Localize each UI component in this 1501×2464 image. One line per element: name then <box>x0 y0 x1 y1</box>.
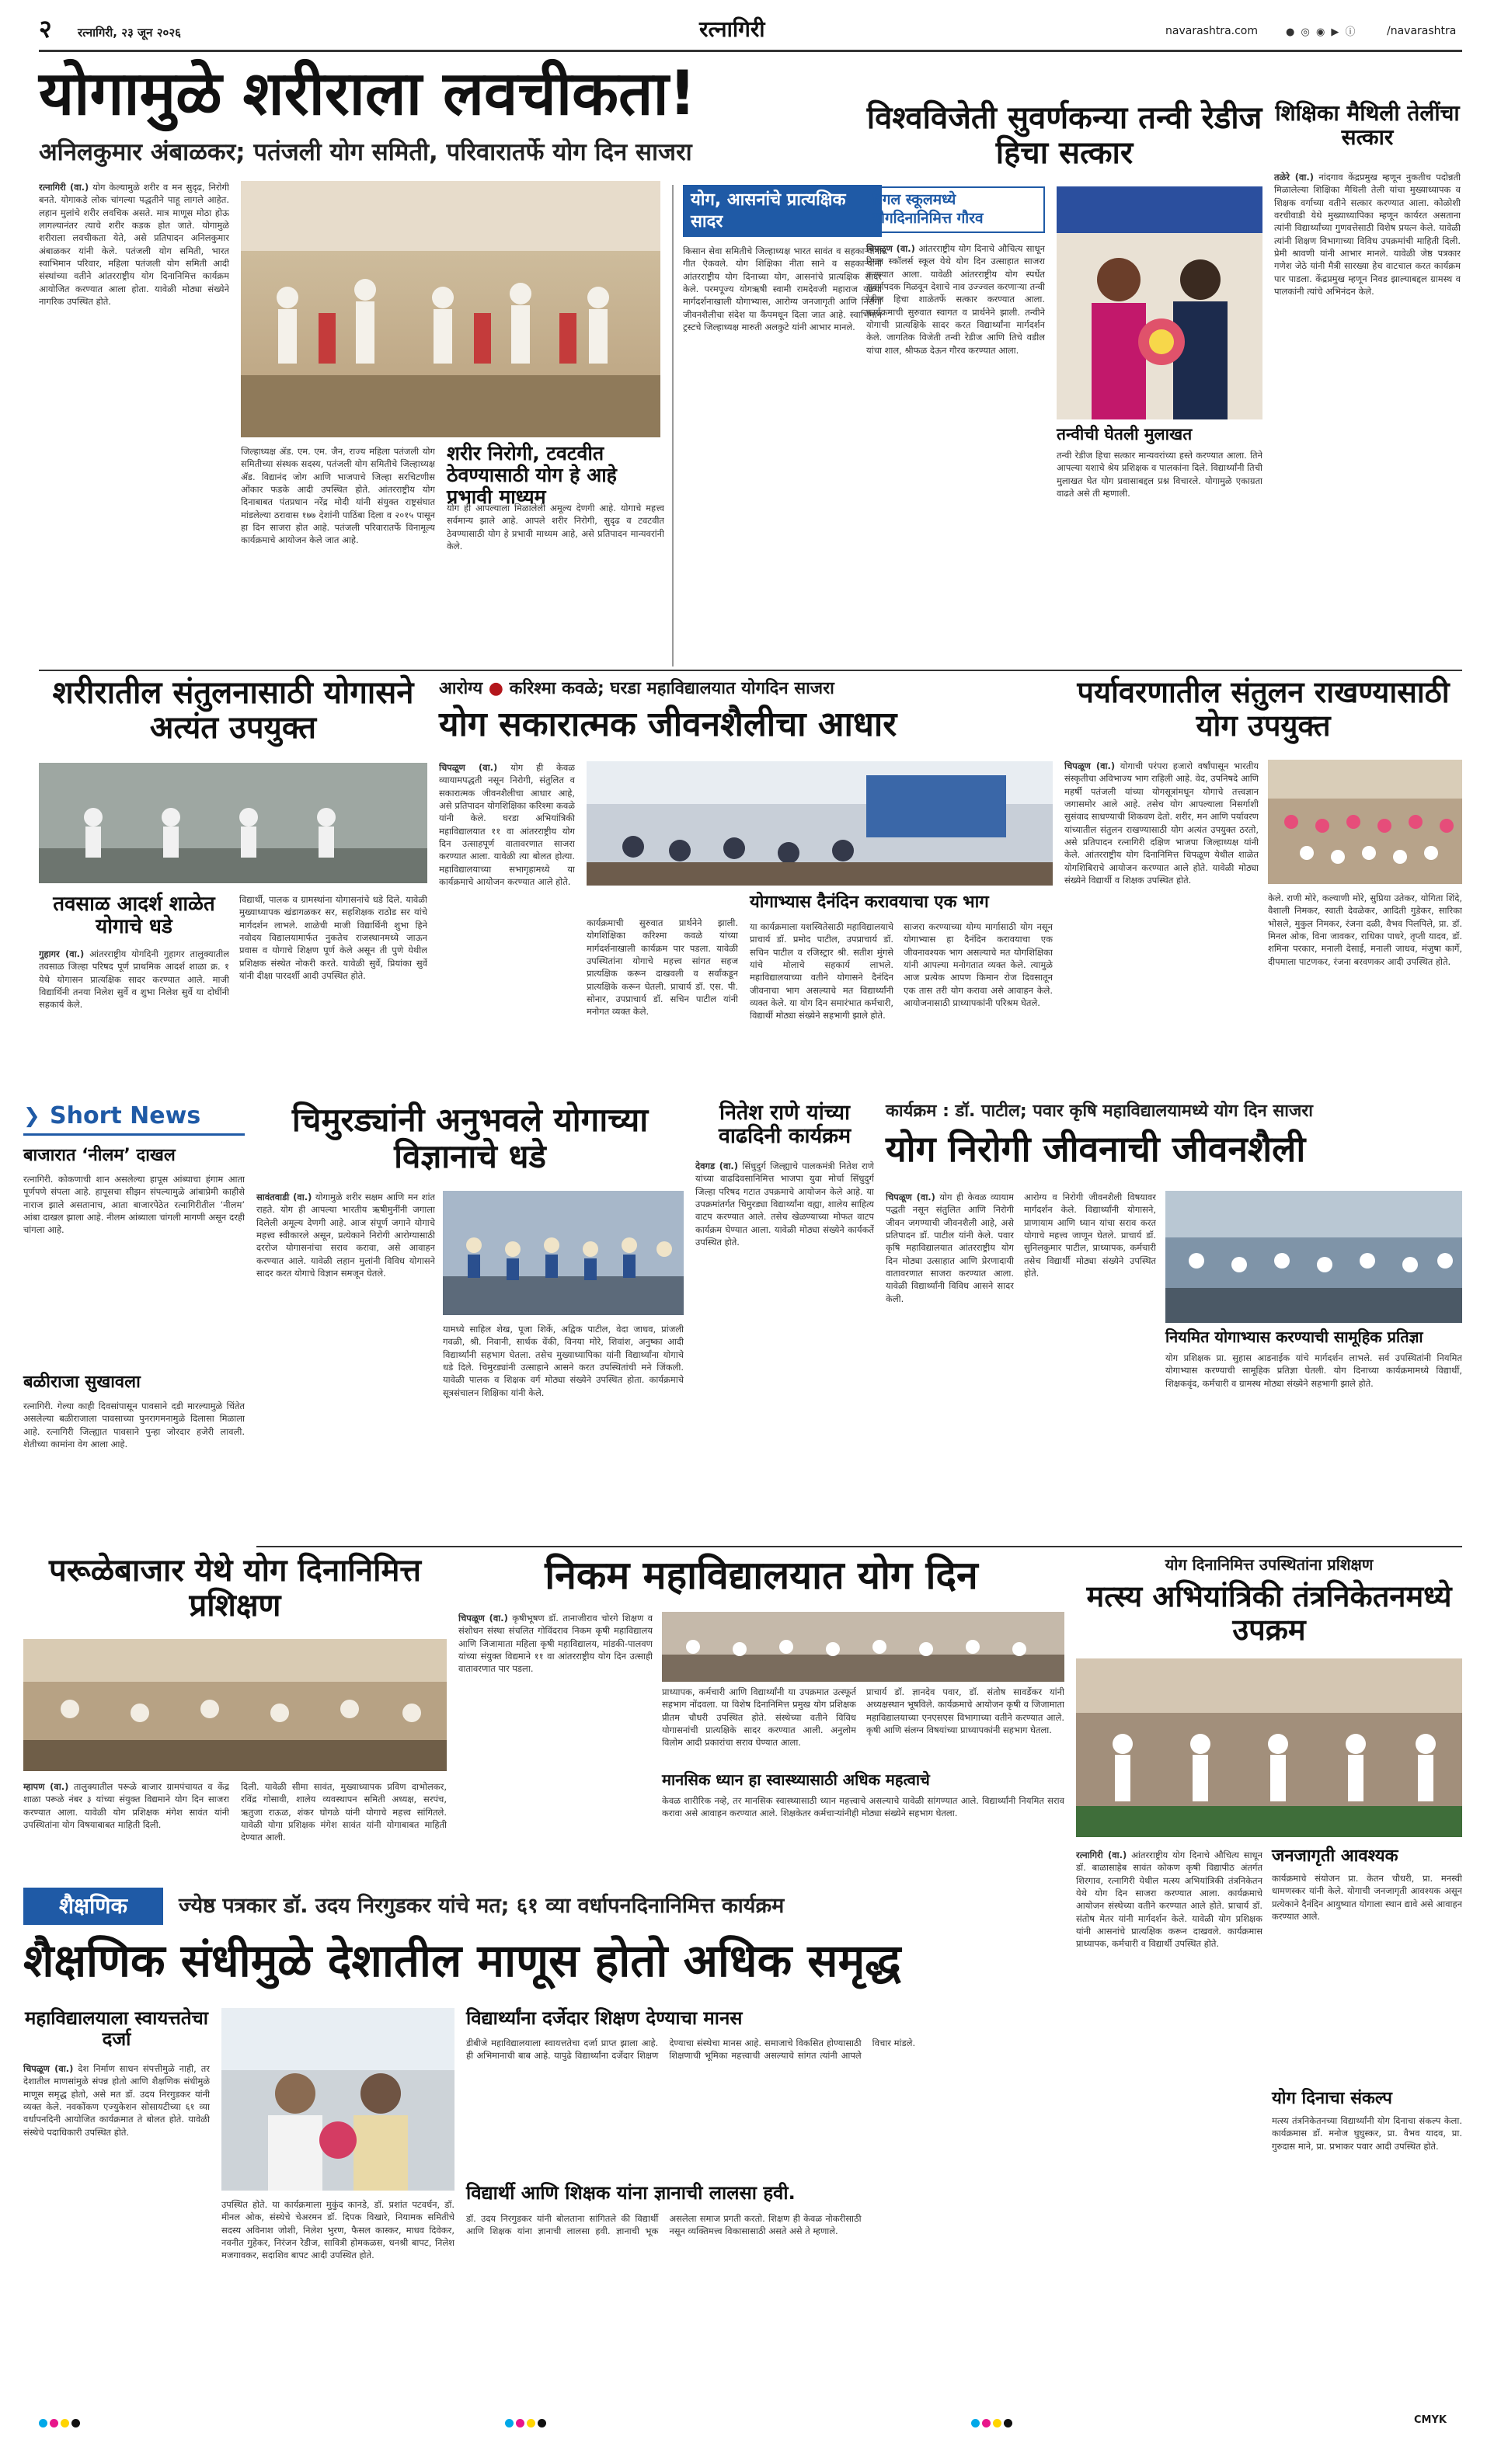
matsya-kicker: योग दिनानिमित्त उपस्थितांना प्रशिक्षण <box>1165 1555 1374 1574</box>
tanvi-story <box>866 101 1262 668</box>
shaikshanik-box-head: विद्यार्थ्यांना दर्जेदार शिक्षण देण्याचा मानस <box>466 2007 743 2029</box>
lead-photo <box>241 181 660 437</box>
matsya-side-body2: मत्स्य तंत्रनिकेतनच्या विद्यार्थ्यांनी योग दिनाचा संकल्प केला. कार्यक्रमास डॉ. मनोज घुघुस्कर, प्रा. वैभव यादव, प्रा. गुरुदास माने, प्रा. प्रभाकर पवार आदी उपस्थित होते. <box>1272 2115 1462 2152</box>
env-headline: पर्यावरणातील संतुलन राखण्यासाठी योग उपयुक्त <box>1077 675 1450 743</box>
balance-story <box>39 676 427 1095</box>
tanvi-photo-body: तन्वी रेडीज हिचा सत्कार मान्यवरांच्या हस्ते करण्यात आला. तिने आपल्या यशाचे श्रेय प्रशिक्षक व पालकांना दिले. विद्यार्थ्यांनी तिची मुलाखत घेत योग प्रवासाबद्दल प्रश्न विचारले. योगामुळे एकाग्रता वाढते असे ती म्हणाली. <box>1057 450 1262 499</box>
nikam-dateline: चिपळूण (वा.) <box>458 1613 508 1624</box>
aarogya-photo <box>587 761 1053 886</box>
aarogya-kicker <box>439 676 834 699</box>
env-text: योगाची परंपरा हजारो वर्षांपासून भारतीय संस्कृतीचा अविभाज्य भाग राहिली आहे. वेद, उपनिषदे आणि महर्षी पतंजली यांच्या योगसूत्रांमधून योगाचे तत्त्वज्ञान जगासमोर आले आहे. तसेच योग आपल्याला निसर्गाशी सुसंवाद साधण्याची शिकवण देतो. शरीर, मन आणि पर्यावरण यांच्यातील संतुलन राखण्यासाठी योग अत्यंत उपयुक्त ठरतो, असे प्रतिपादन रत्नागिरी दक्षिण भाजपा जिल्हाध्यक्ष यांनी केले. आंतरराष्ट्रीय योग दिनानिमित्त चिपळूण येथील शाळेत योगशिबिराचे आयोजन करण्यात आले होते. यावेळी मोठ्या संख्येने विद्यार्थी व शिक्षक उपस्थित होते. <box>1064 760 1259 886</box>
patil-story <box>886 1101 1462 1537</box>
parule-col2: दिली. यावेळी सीमा सावंत, मुख्याध्यापक प्रविण दाभोलकर, रविंद्र गोसावी, शालेय व्यवस्थापन समिती अध्यक्ष, सरपंच, ऋतुजा राऊळ, शंकर घोगळे यांनी योगाचे महत्त्व सांगितले. यावेळी योगा प्रशिक्षक मंगेश सावंत यांनी योगाबाबत माहिती देण्यात आली. <box>241 1781 447 1843</box>
social-handle[interactable]: /navarashtra <box>1387 25 1457 37</box>
lead-dateline: रत्नागिरी (वा.) <box>39 182 89 193</box>
nikam-text: कृषीभूषण डॉ. तानाजीराव चोरगे शिक्षण व संशोधन संस्था संचलित गोविंदराव निकम कृषी महाविद्यालय आणि जिजामाता महिला कृषी महाविद्यालय, मांडकी-पालवण यांच्या संयुक्त विद्यमाने ११ वा आंतरराष्ट्रीय योग दिन उत्साही वातावरणात पार पडला. <box>458 1613 653 1675</box>
matsya-headline: मत्स्य अभियांत्रिकी तंत्रनिकेतनमध्ये उपक्रम <box>1086 1579 1452 1647</box>
tanvi-felicitation-photo <box>1057 186 1262 419</box>
env-photo <box>1268 760 1462 884</box>
aarogya-headline: योग सकारात्मक जीवनशैलीचा आधार <box>439 705 897 744</box>
maithili-headline: शिक्षिका मैथिली तेलींचा सत्कार <box>1275 100 1460 151</box>
shaikshanik-col2: उपस्थित होते. या कार्यक्रमाला मुकुंद कानडे, डॉ. प्रशांत पटवर्धन, डॉ. मीनल ओक, संस्थेचे चेअरमन डॉ. दिपक विखारे, नियामक समितीचे सदस्य अविनाश जोशी, निलेश भुरण, फैसल कास्कर, माधव दिवेकर, नवनीत गुहेकर, निरंजन रेडीज, सावित्री होमकळस, धनश्री बापट, निलेश मजगावकर, सदाशिव बापट आदी उपस्थित होते. <box>221 2199 454 2261</box>
aarogya-box-head: योगाभ्यास दैनंदिन करावयाचा एक भाग <box>750 893 989 912</box>
short-news-header <box>23 1101 245 1136</box>
shaikshanik-photo <box>221 2008 454 2191</box>
patil-photo-head: नियमित योगाभ्यास करण्याची सामूहिक प्रतिज्ञा <box>1165 1328 1423 1346</box>
lead-text: योग केल्यामुळे शरीर व मन सुदृढ, निरोगी बनते. योगाकडे लोक चांगल्या पद्धतीने पाहू लागले आहेत. लहान मुलांचे शरीर लवचिक असते. मात्र माणूस मोठा होऊ लागल्यानंतर त्याचे शरीर कडक होत जाते. योगामुळे शरीराला लवचीकता येते, असे प्रतिपादन अनिलकुमार अंबाळकर यांनी केले. पतंजली योग समिती, भारत स्वाभिमान परिवार, महिला पतंजली योग समिती आदी संस्थांच्या वतीने आंतरराष्ट्रीय योग दिनानिमित्त कार्यक्रम आयोजित करण्यात आला होता. यावेळी मोठ्या संख्येने नागरिक उपस्थित होते. <box>39 182 229 307</box>
patil-body <box>886 1191 1014 1517</box>
shaikshanik-box-body: डीबीजे महाविद्यालयाला स्वायत्ततेचा दर्जा प्राप्त झाला आहे. ही अभिमानाची बाब आहे. यापुढे विद्यार्थ्यांना दर्जेदार शिक्षण देण्याचा संस्थेचा मानस आहे. समाजाचे विकसित होण्यासाठी शिक्षणाची भूमिका महत्त्वाची असल्याचे सांगत त्यांनी आपले विचार मांडले. <box>466 2038 916 2062</box>
college-yoga-photo <box>1165 1191 1462 1323</box>
maithili-dateline: तळेरे (वा.) <box>1274 172 1314 183</box>
balance-body <box>39 948 229 1091</box>
patil-dateline: चिपळूण (वा.) <box>886 1192 935 1202</box>
nikam-box-head: मानसिक ध्यान हा स्वास्थ्यासाठी अधिक महत्वाचे <box>662 1770 930 1789</box>
section-divider <box>256 1546 1462 1547</box>
env-body <box>1064 760 1259 1090</box>
tanvi-headline: विश्वविजेती सुवर्णकन्या तन्वी रेडीज हिचा सत्कार <box>866 100 1262 171</box>
lead-col2: जिल्हाध्यक्ष ॲड. एम. एम. जैन, राज्य महिला पतंजली योग समितीच्या संस्थक सदस्य, पतंजली योग समितीचे जिल्हाध्यक्ष ॲड. विद्यानंद जोग आणि भाजपाचे जिल्हा सरचिटणीस ओंकार फडके आदी उपस्थित होते. आंतरराष्ट्रीय योग दिनाबाबत पंतप्रधान नरेंद्र मोदी यांनी संयुक्त राष्ट्रसंघात मांडलेल्या ठरावास १७७ देशांनी पाठिंबा दिला व २०१५ पासून हा दिन साजरा होत आहे. पतंजली परिवारातर्फे विनामूल्य कार्यक्रमाचे आयोजन केले जात आहे. <box>241 446 435 546</box>
matsya-side-head: जनजागृती आवश्यक <box>1272 1846 1398 1866</box>
hall-yoga-photo <box>662 1612 1064 1682</box>
short-news-item-body: रत्नागिरी. गेल्या काही दिवसांपासून पावसाने दडी मारल्यामुळे चिंतेत असलेल्या बळीराजाला पावसाच्या पुनरागमनामुळे दिलासा मिळाला आहे. रत्नागिरी जिल्ह्यात पावसाने पुन्हा जोरदार हजेरी लावली. शेतीच्या कामांना वेग आला आहे. <box>23 1401 245 1450</box>
aarogya-box-body: या कार्यक्रमाला यशस्वितेसाठी महाविद्यालयाचे प्राचार्य डॉ. प्रमोद पाटील, उपप्राचार्य डॉ. सचिन पाटील व रजिस्ट्रार श्री. सतीश मुंगसे यांचे मोलाचे सहकार्य लाभले. महाविद्यालयाच्या वतीने योगासने दैनंदिन जीवनाचा भाग असल्याचे मत विद्यार्थ्यांनी व्यक्त केले. या योग दिन समारंभात कर्मचारी, विद्यार्थी मोठ्या संख्येने सहभागी झाले होते. <box>750 921 893 1021</box>
balance-text: आंतरराष्ट्रीय योगदिनी गुहागर तालुक्यातील तवसाळ जिल्हा परिषद पूर्ण प्राथमिक आदर्श शाळा क्र. १ येथे योगासन प्रात्यक्षिक सादर करण्यात आले. माजी विद्यार्थिनी तनया निलेश सुर्वे व शुभा निलेश सुर्वे या दोघींनी सहकार्य केले. <box>39 948 229 1011</box>
aarogya-kicker-text: करिश्मा कवळे; घरडा महाविद्यालयात योगदिन साजरा <box>509 679 834 698</box>
shaikshanik-body <box>23 2062 210 2377</box>
cmyk-dots <box>505 2416 549 2431</box>
aarogya-col2: कार्यक्रमाची सुरुवात प्रार्थनेने झाली. योगशिक्षिका करिश्मा कवळे यांच्या मार्गदर्शनाखाली कार्यक्रम पार पडला. यावेळी उपस्थितांना योगाचे महत्त्व सांगत सहज प्रात्यक्षिक करून दाखवली व सर्वांकडून प्रात्यक्षिके करून घेतली. प्राचार्य डॉ. एस. पी. सोनार, उपप्राचार्य डॉ. सचिन पाटील यांनी मनोगत व्यक्त केले. <box>587 917 738 1018</box>
tanvi-photo-head: तन्वीची घेतली मुलाखत <box>1057 425 1193 444</box>
lead-story <box>39 61 886 682</box>
matsya-photo <box>1076 1658 1462 1837</box>
shaikshanik-headline: शैक्षणिक संधीमुळे देशातील माणूस होतो अधिक समृद्ध <box>23 1934 901 1987</box>
aarogya-body <box>439 761 575 1088</box>
nikam-headline: निकम महाविद्यालयात योग दिन <box>545 1553 978 1598</box>
cmyk-label: CMYK <box>1414 2414 1447 2426</box>
shaikshanik-box-body2: डॉ. उदय निरगुडकर यांनी बोलताना सांगितले की विद्यार्थी आणि शिक्षक यांना ज्ञानाची लालसा हवी. ज्ञानाची भूक असलेला समाज प्रगती करतो. शिक्षण ही केवळ नोकरीसाठी नसून व्यक्तिमत्त्व विकासासाठी असते असे ते म्हणाले. <box>466 2213 862 2237</box>
balance-col2: विद्यार्थी, पालक व ग्रामस्थांना योगासनांचे धडे दिले. यावेळी मुख्याध्यापक खंडागळकर सर, सहशिक्षक राठोड सर यांचे मार्गदर्शन लाभले. शाळेची माजी विद्यार्थिनी शुभा हिने नवोदय विद्यालयामार्फत नुकतेच राजस्थानमध्ये जाऊन प्रवास व योगाचे शिक्षण पूर्ण केले असून ती पुणे येथील प्रशिक्षक संस्थेत नोकरी करते. यावेळी सुर्वे, प्रियांका सुर्वे यांनी दीक्षा पारदर्शी आदी उपस्थित होते. <box>239 894 427 981</box>
shaikshanik-dateline: चिपळूण (वा.) <box>23 2063 74 2074</box>
env-dateline: चिपळूण (वा.) <box>1064 760 1116 771</box>
masthead <box>39 14 1462 53</box>
tanvi-text: आंतरराष्ट्रीय योग दिनाचे औचित्य साधून रिगल स्कॉलर्स स्कूल येथे योग दिन उत्साहात साजरा करण्यात आला. यावेळी आंतरराष्ट्रीय योग स्पर्धेत सुवर्णपदक मिळवून देशाचे नाव उज्ज्वल करणाऱ्या तन्वी रेडीज हिचा शाळेतर्फे सत्कार करण्यात आला. कार्यक्रमाची सुरुवात स्वागत व प्रार्थनेने झाली. तन्वीने योगाची प्रात्यक्षिके सादर करत विद्यार्थ्यांना मार्गदर्शन केले. जागतिक विजेती तन्वी रेडीज आणि तिचे वडील यांचा शाल, श्रीफळ देऊन गौरव करण्यात आला. <box>866 243 1045 356</box>
matsya-body <box>1076 1849 1262 2361</box>
env-col2: केले. राणी मोरे, कल्याणी मोरे, सुप्रिया उतेकर, योगिता शिंदे, वैशाली निमकर, स्वाती देवळेकर, आदिती गुडेकर, सारिका भोसले, मुकुल निमकर, रंजना दळी, वैभव पिलपिले, प्रा. डॉ. मिनल ओक, विना जावकर, राधिका पाधरे, तृप्ती यादव, डॉ. शमिना परकार, मनाली देसाई, मनाली जाधव, मंजुषा कार्गे, दीपमाला पाटणकर, रंजना बरवणकर आदी उपस्थित होते. <box>1268 893 1462 967</box>
issue-date: रत्नागिरी, २३ जून २०२६ <box>78 26 181 40</box>
parule-story <box>23 1554 447 1880</box>
nitesh-text: सिंधुदुर्ग जिल्ह्याचे पालकमंत्री नितेश राणे यांच्या वाढदिवसानिमित्त भाजपा युवा मोर्चा सिंधुदुर्ग जिल्हा परिषद गटात उपक्रमाचे आयोजन केले आहे. या उपक्रमांतर्गत चिमुरड्या विद्यार्थ्यांना वह्या, शालेय साहित्य वाटप करण्यात आले. तसेच खेळण्याच्या मोफत वाटप कार्यक्रम घेण्यात आला. यावेळी मोठ्या संख्येने कार्यकर्ते उपस्थित होते. <box>695 1161 874 1248</box>
nikam-col2: प्राध्यापक, कर्मचारी आणि विद्यार्थ्यांनी या उपक्रमात उत्स्फूर्त सहभाग नोंदवला. या विशेष दिनानिमित्त प्रमुख योग प्रशिक्षक प्रीतम चौधरी उपस्थित होते. संस्थेच्या वतीने विविध योगासनांची प्रात्यक्षिके सादर करण्यात आली. अनुलोम विलोम आदी प्रकारांचा सराव घेण्यात आला. <box>662 1686 856 1749</box>
chimur-headline: चिमुरड्यांनी अनुभवले योगाच्या विज्ञानाचे धडे <box>291 1101 649 1176</box>
chimur-body <box>256 1191 435 1517</box>
nitesh-dateline: देवगड (वा.) <box>695 1161 739 1171</box>
shaikshanik-text: देश निर्माण साधन संपत्तीमुळे नाही, तर देशातील माणसांमुळे संपन्न होतो आणि शैक्षणिक संधीमुळे माणूस समृद्ध होतो, असे मत डॉ. उदय निरगुडकर यांनी व्यक्त केले. नवकोंकण एज्युकेशन सोसायटीच्या ६१ व्या वर्धापनदिनी आयोजित कार्यक्रमात ते बोलत होते. यावेळी संस्थेचे पदाधिकारी उपस्थित होते. <box>23 2063 210 2138</box>
section-label: शैक्षणिक <box>23 1888 163 1925</box>
tanvi-deck: रिगल स्कूलमध्ये योगदिनानिमित्त गौरव <box>866 186 1045 233</box>
arrow-icon: ❯ <box>23 1105 40 1128</box>
print-registration-marks <box>39 2408 1462 2439</box>
lead-deck: अनिलकुमार अंबाळकर; पतंजली योग समिती, परिवारातर्फे योग दिन साजरा <box>39 138 692 166</box>
matsya-dateline: रत्नागिरी (वा.) <box>1076 1850 1127 1860</box>
lead-caption-body: योग ही आपल्याला मिळालेली अमूल्य देणगी आहे. योगाचे महत्त्व सर्वमान्य झाले आहे. आपले शरीर निरोगी, सुदृढ व टवटवीत ठेवण्यासाठी योग हे प्रभावी माध्यम आहे, असे प्रतिपादन मान्यवरांनी केले. <box>447 503 664 552</box>
aarogya-col4: साजरा करण्याच्या योग्य मार्गासाठी योग नसून योगाभ्यास हा दैनंदिन करावयाचा एक जीवनावश्यक भाग असल्याचे मत योगशिक्षिका यांनी आपल्या मनोगतात व्यक्त केले. त्यामुळे आज प्रत्येक आपण किमान रोज दिवसातून एक तास तरी योग करावा असे आवाहन केले. आयोजनासाठी प्राध्यापकांनी परिश्रम घेतले. <box>904 921 1053 1008</box>
institute-yoga-photo <box>1076 1658 1462 1837</box>
aarogya-kicker-label: आरोग्य <box>439 679 483 698</box>
yoga-group-photo <box>241 181 660 437</box>
lead-body <box>39 181 229 663</box>
shaikshanik-story <box>23 1888 1064 2385</box>
nikam-col3: प्राचार्य डॉ. ज्ञानदेव पवार, डॉ. संतोष सावर्डेकर यांनी अध्यक्षस्थान भूषविले. कार्यक्रमाचे आयोजन कृषी व जिजामाता महाविद्यालयाच्या एनएसएस विभागाच्या वतीने करण्यात आले. कृषी आणि संलग्न विषयांच्या प्राध्यापकांनी सहभाग घेतला. <box>866 1686 1064 1735</box>
patil-kicker: कार्यक्रम : डॉ. पाटील; पवार कृषि महाविद्यालयामध्ये योग दिन साजरा <box>886 1101 1314 1121</box>
maithili-text: नांदगाव केंद्रप्रमुख म्हणून नुकतीच पदोन्नती मिळालेल्या शिक्षिका मैथिली तेली यांचा मुख्याध्यापक व शिक्षक वर्गाच्या वतीने सत्कार करण्यात आला. कोळोशी वरचीवाडी येथे मुख्याध्यापिका म्हणून कार्यरत असताना त्यांनी विद्यार्थ्यांच्या गुणवत्तेसाठी विशेष प्रयत्न केले. यावेळी त्यांनी शिक्षण विभागाच्या विविध उपक्रमांची माहिती दिली. प्रेमी श्रावणी यांनी आभार मानले. यावेळी जेष्ठ पत्रकार गणेश जेठे यांनी मैत्री सारख्या हेच वाटचाल करत कार्यक्रम पार पाडला. केंद्रप्रमुख म्हणून निवड झाल्याबद्दल ग्रामस्थ व पालकांनी त्यांचे अभिनंदन केले. <box>1274 172 1461 297</box>
site-url[interactable]: navarashtra.com <box>1165 25 1258 37</box>
parule-text: तालुक्यातील परूळे बाजार ग्रामपंचायत व केंद्र शाळा परूळे नंबर ३ यांच्या संयुक्त विद्यमाने योग दिन साजरा करण्यात आला. यावेळी योग प्रशिक्षक मंगेश सावंत यांनी उपस्थितांना योग विषयाबाबत माहिती दिली. <box>23 1781 229 1830</box>
tanvi-dateline: चिपळूण (वा.) <box>866 243 915 254</box>
shaikshanik-sub-head: महाविद्यालयाला स्वायत्ततेचा दर्जा <box>25 2007 208 2050</box>
short-news-item-head: बाजारात ‘नीलम’ दाखल <box>23 1146 176 1165</box>
shaikshanik-box-head2: विद्यार्थी आणि शिक्षक यांना ज्ञानाची लालसा हवी. <box>466 2182 796 2204</box>
aarogya-dateline: चिपळूण (वा.) <box>439 762 498 773</box>
maithili-body <box>1274 171 1461 653</box>
chimur-col2: यामध्ये साहिल शेख, पूजा शिर्के, अद्विक पाटील, वेदा जाधव, प्रांजली गवळी, श्री. निवानी, सार्थक वेंकी, विनया मोरे, शिवांश, अनुष्का आदी विद्यार्थ्यांनी सहभाग घेतला. तसेच मुख्याध्यापिका यांनी विद्यार्थ्यांना योगाचे धडे दिले. चिमुरड्यांनी उत्साहाने आसने करत उपस्थितांची मने जिंकली. यावेळी पालक व शिक्षक वर्ग मोठ्या संख्येने उपस्थित होता. कार्यक्रमाचे सूत्रसंचालन शिक्षिका यांनी केले. <box>443 1324 684 1398</box>
cmyk-dots <box>39 2416 82 2431</box>
children-yoga-photo <box>39 763 427 883</box>
seminar-hall-photo <box>587 761 1053 886</box>
section-divider <box>39 670 1462 671</box>
social-icons[interactable]: ● ◎ ◉ ▶ ⓘ <box>1286 26 1357 38</box>
chimur-text: योगामुळे शरीर सक्षम आणि मन शांत राहते. योग ही आपल्या भारतीय ऋषीमुनींनी जगाला दिलेली अमूल्य देणगी आहे. आज संपूर्ण जगाने योगाचे महत्त्व स्वीकारले असून, प्रत्येकाने निरोगी आरोग्यासाठी दररोज योगासनांचा सराव करावा, असे आवाहन करण्यात आले. यावेळी लहान मुलांनी विविध योगासने सादर करत योगाचे विज्ञान समजून घेतले. <box>256 1192 435 1279</box>
environment-story <box>1064 676 1462 1095</box>
aarogya-story <box>439 676 1053 1095</box>
tanvi-photo <box>1057 186 1262 419</box>
masthead-rule <box>39 50 1462 52</box>
matsya-text: आंतरराष्ट्रीय योग दिनाचे औचित्य साधून डॉ. बाळासाहेब सावंत कोकण कृषी विद्यापीठ अंतर्गत शिरगाव, रत्नागिरी येथील मत्स्य अभियांत्रिकी तंत्रनिकेतन येथे योग दिन साजरा करण्यात आला. कार्यक्रमाचे आयोजन संस्थेच्या वतीने करण्यात आले होते. प्राचार्य डॉ. संतोष मेतर यांनी मार्गदर्शन केले. यावेळी योग प्रशिक्षक यांनी आसनांचे प्रात्यक्षिक करून दाखवले. कार्यक्रमास प्राध्यापक, कर्मचारी व विद्यार्थी उपस्थित होते. <box>1076 1850 1262 1950</box>
nikam-photo <box>662 1612 1064 1682</box>
patil-photo <box>1165 1191 1462 1323</box>
patil-col2: आरोग्य व निरोगी जीवनशैली विषयावर मार्गदर्शन केले. विद्यार्थ्यांनी योगासने, प्राणायाम आणि ध्यान यांचा सराव करत योगाचे महत्त्व जाणून घेतले. प्राचार्य डॉ. सुनिलकुमार पाटील, प्राध्यापक, कर्मचारी तसेच विद्यार्थी मोठ्या संख्येने उपस्थित होते. <box>1024 1192 1156 1279</box>
matsya-story <box>1076 1554 1462 2369</box>
lead-headline: योगामुळे शरीराला लवचीकता! <box>39 59 697 129</box>
short-news-item-head: बळीराजा सुखावला <box>23 1373 141 1392</box>
parule-headline: परूळेबाजार येथे योग दिनानिमित्त प्रशिक्षण <box>48 1553 422 1624</box>
balance-photo <box>39 763 427 883</box>
village-yoga-photo <box>23 1639 447 1771</box>
chimur-dateline: सावंतवाडी (वा.) <box>256 1192 312 1202</box>
short-news-title: Short News <box>50 1102 201 1129</box>
nitesh-story <box>695 1101 874 1537</box>
nitesh-headline: नितेश राणे यांच्या वाढदिनी कार्यक्रम <box>718 1101 851 1149</box>
nikam-box-body: केवळ शारीरिक नव्हे, तर मानसिक स्वास्थ्यासाठी ध्यान महत्त्वाचे असल्याचे यावेळी सांगण्यात आले. विद्यार्थ्यांनी नियमित सराव करावा असे आवाहन करण्यात आले. शिक्षकेतर कर्मचाऱ्यांनीही मोठ्या संख्येने सहभाग घेतला. <box>662 1795 1064 1819</box>
balance-sub-head: तवसाळ आदर्श शाळेत योगाचे धडे <box>53 893 215 939</box>
nikam-story <box>458 1554 1064 1880</box>
parule-photo <box>23 1639 447 1771</box>
parule-dateline: म्हापण (वा.) <box>23 1781 69 1792</box>
chimur-photo <box>443 1191 684 1315</box>
lead-box-head: योग, आसनांचे प्रात्यक्षिक सादर <box>683 185 882 237</box>
balance-headline: शरीरातील संतुलनासाठी योगासने अत्यंत उपयुक्त <box>52 675 414 746</box>
edition-name: रत्नागिरी <box>699 16 765 42</box>
nitesh-body <box>695 1160 874 1517</box>
parule-body <box>23 1780 229 1878</box>
short-news-item-body: रत्नागिरी. कोकणाची शान असलेल्या हापूस आंब्याचा हंगाम आता पूर्णपणे संपला आहे. हापूसचा सीझन संपल्यामुळे आंबाप्रेमी काहीसे नाराज झाले असतानाच, आता बाजारपेठेत रत्नागिरीतील ‘नीलम’ आंबा दाखल झाला आहे. नीलम आंब्याला चांगली मागणी असून दरही चांगला आहे. <box>23 1174 245 1236</box>
lead-caption-head: शरीर निरोगी, टवटवीत ठेवण्यासाठी योग हे आहे प्रभावी माध्यम <box>447 442 617 508</box>
aarogya-text: योग ही केवळ व्यायामपद्धती नसून निरोगी, संतुलित व सकारात्मक जीवनशैलीचा आधार आहे, असे प्रतिपादन योगशिक्षिका करिश्मा कवळे यांनी केले. घरडा अभियांत्रिकी महाविद्यालयात ११ वा आंतरराष्ट्रीय योग दिन उत्साहपूर्ण वातावरणात साजरा करण्यात आला. यावेळी त्या बोलत होत्या. महाविद्यालयाच्या सभागृहामध्ये या कार्यक्रमाचे आयोजन करण्यात आले होते. <box>439 762 575 887</box>
lead-box <box>672 185 882 666</box>
matsya-side-head2: योग दिनाचा संकल्प <box>1272 2089 1392 2108</box>
patil-text: योग ही केवळ व्यायाम पद्धती नसून संतुलित आणि निरोगी जीवन जगण्याची जीवनशैली आहे, असे प्रतिपादन डॉ. पाटील यांनी केले. पवार कृषि महाविद्यालयात आंतरराष्ट्रीय योग दिन मोठ्या उत्साहात आणि प्रेरणादायी वातावरणात साजरा करण्यात आला. यावेळी विद्यार्थ्यांनी विविध आसने सादर केली. <box>886 1192 1014 1304</box>
students-yoga-photo <box>1268 760 1462 884</box>
nikam-body <box>458 1612 653 1876</box>
tanvi-body <box>866 242 1045 513</box>
matsya-side-body: कार्यक्रमाचे संयोजन प्रा. केतन चौधरी, प्रा. मनस्वी धामणस्कर यांनी केले. योगाची जनजागृती आवश्यक असून प्रत्येकाने दैनंदिन आयुष्यात योगाला स्थान द्यावे असे आवाहन करण्यात आले. <box>1272 1873 1462 1922</box>
cmyk-dots <box>971 2416 1015 2431</box>
balance-dateline: गुहागर (वा.) <box>39 948 85 959</box>
bullet-dot-icon: ● <box>488 679 510 698</box>
maithili-story <box>1274 101 1461 660</box>
lead-box-body: किसान सेवा समितीचे जिल्हाध्यक्ष भारत सावंत व सहकाऱ्यांनी गीत ऐकवले. योग शिक्षिका नीता साने व सहकाऱ्यांनी आंतरराष्ट्रीय योग दिनाच्या योग, आसनांचे प्रात्यक्षिक सादर केले. परमपूज्य योगऋषी स्वामी रामदेवजी महाराज यांच्या मार्गदर्शनाखाली योगाभ्यास, आरोग्य जनजागृती आणि निरोगी जीवनशैलीचा संदेश या कैंपमधून दिला जात आहे. स्वाभिमान ट्रस्टचे जिल्हाध्यक्ष मारुती अलकुटे यांनी आभार मानले. <box>683 245 882 332</box>
shaikshanik-kicker: ज्येष्ठ पत्रकार डॉ. उदय निरगुडकर यांचे मत; ६१ व्या वर्धापनदिनानिमित्त कार्यक्रम <box>179 1894 785 1918</box>
kids-yoga-photo <box>443 1191 684 1315</box>
felicitation-photo <box>221 2008 454 2191</box>
page-number: २ <box>39 14 52 44</box>
patil-photo-body: योग प्रशिक्षक प्रा. सुहास आडनाईक यांचे मार्गदर्शन लाभले. सर्व उपस्थितांनी नियमित योगाभ्यास करण्याची सामूहिक प्रतिज्ञा घेतली. योग दिनाच्या कार्यक्रमामध्ये विद्यार्थी, शिक्षकवृंद, कर्मचारी व ग्रामस्थ मोठ्या संख्येने सहभागी झाले होते. <box>1165 1352 1462 1389</box>
patil-headline: योग निरोगी जीवनाची जीवनशैली <box>886 1128 1306 1170</box>
